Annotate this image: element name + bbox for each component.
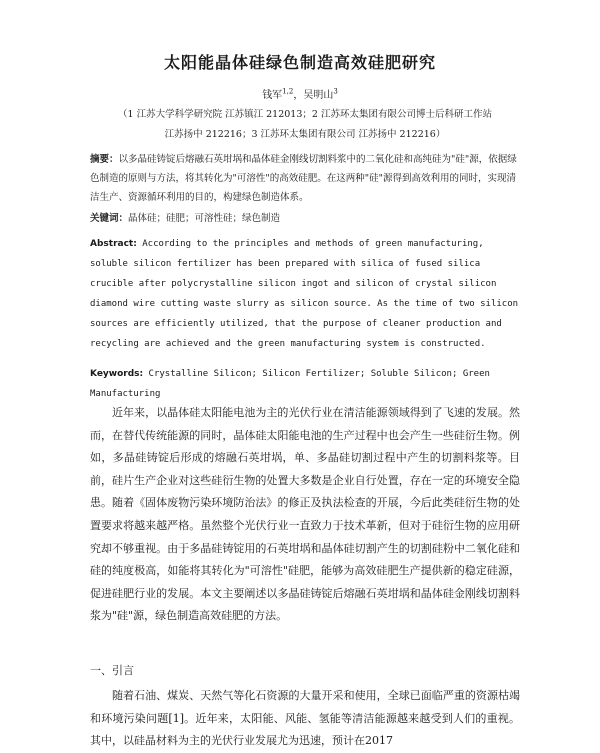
keywords-en-label: Keywords: <box>90 369 144 379</box>
keywords-cn-text: 晶体硅；硅肥；可溶性硅；绿色制造 <box>128 213 281 224</box>
abstract-en-label: Abstract: <box>90 239 137 249</box>
body-paragraph-1: 近年来，以晶体硅太阳能电池为主的光伏行业在清洁能源领域得到了飞速的发展。然而，在替代传统能源的同时，晶体硅太阳能电池的生产过程中也会产生一些硅衍生物。例如，多晶硅铸锭后形成的熔融石英坩埚，单、多晶硅切割过程中产生的切割料浆等。目前，硅片生产企业对这些硅衍生物的处置大多数是企业自行处置，存在一定的环境安全隐患。随着《固体废物污染环境防治法》的修正及执法检查的开展，今后此类硅衍生物的处置要求将越来越严格。虽然整个光伏行业一直致力于技术革新，但对于硅衍生物的应用研究却不够重视。由于多晶硅铸锭用的石英坩埚和晶体硅切割产生的切割硅粉中二氧化硅和硅的纯度极高，如能将其转化为"可溶性"硅肥，能够为高效硅肥生产提供新的稳定硅源，促进硅肥行业的发展。本文主要阐述以多晶硅铸锭后熔融石英坩埚和晶体硅金刚线切割料浆为"硅"源，绿色制造高效硅肥的方法。 <box>90 406 520 623</box>
body-paragraph-2: 随着石油、煤炭、天然气等化石资源的大量开采和使用，全球已面临严重的资源枯竭和环境污染问题[1]。近年来，太阳能、风能、氢能等清洁能源越来越受到人们的重视。其中，以硅晶材料为主的光伏行业发展尤为迅速，预计在2017 <box>90 689 520 748</box>
affiliation-line-2: 江苏扬中 212216；3 江苏环太集团有限公司 江苏扬中 212216） <box>164 129 446 140</box>
section-heading: 一、引言 <box>90 664 134 677</box>
keywords-chinese <box>90 209 520 228</box>
author-affiliation-mark: 1,2 <box>282 87 294 96</box>
affiliation-line-1: （1 江苏大学科学研究院 江苏镇江 212013；2 江苏环太集团有限公司博士后科研工作站 <box>118 109 492 120</box>
abstract-english <box>90 234 520 354</box>
author-separator: ， <box>293 90 304 101</box>
keywords-en-text: Crystalline Silicon; Silicon Fertilizer; Soluble Silicon; Green Manufacturing <box>90 369 490 399</box>
abstract-en-text: According to the principles and methods of green manufacturing, soluble silicon fertilizer has been prepared with silica of fused silica crucible after polycrystalline silicon ingot and silicon of crystal silicon diamond wire cutting waste slurry as silicon source. As the time of two silicon sources are efficiently utilized, that the purpose of cleaner production and recycling are achieved and the green manufacturing system is constructed. <box>90 239 519 349</box>
author-name: 钱军 <box>262 90 283 101</box>
abstract-cn-text: 以多晶硅铸锭后熔融石英坩埚和晶体硅金刚线切割料浆中的二氧化硅和高纯硅为"硅"源，依据绿色制造的原则与方法，将其转化为"可溶性"的高效硅肥。在这两种"硅"源得到高效利用的同时，实现清洁生产、资源循环利用的目的，构建绿色制造体系。 <box>90 154 517 203</box>
author-name: 吴明山 <box>303 90 334 101</box>
author-line <box>0 86 600 101</box>
keywords-cn-label: 关键词： <box>90 213 129 224</box>
abstract-cn-label: 摘要： <box>90 154 119 165</box>
paper-title: 太阳能晶体硅绿色制造高效硅肥研究 <box>163 53 436 72</box>
keywords-english <box>90 364 520 404</box>
abstract-chinese <box>90 150 520 207</box>
author-affiliation-mark: 3 <box>333 87 338 96</box>
